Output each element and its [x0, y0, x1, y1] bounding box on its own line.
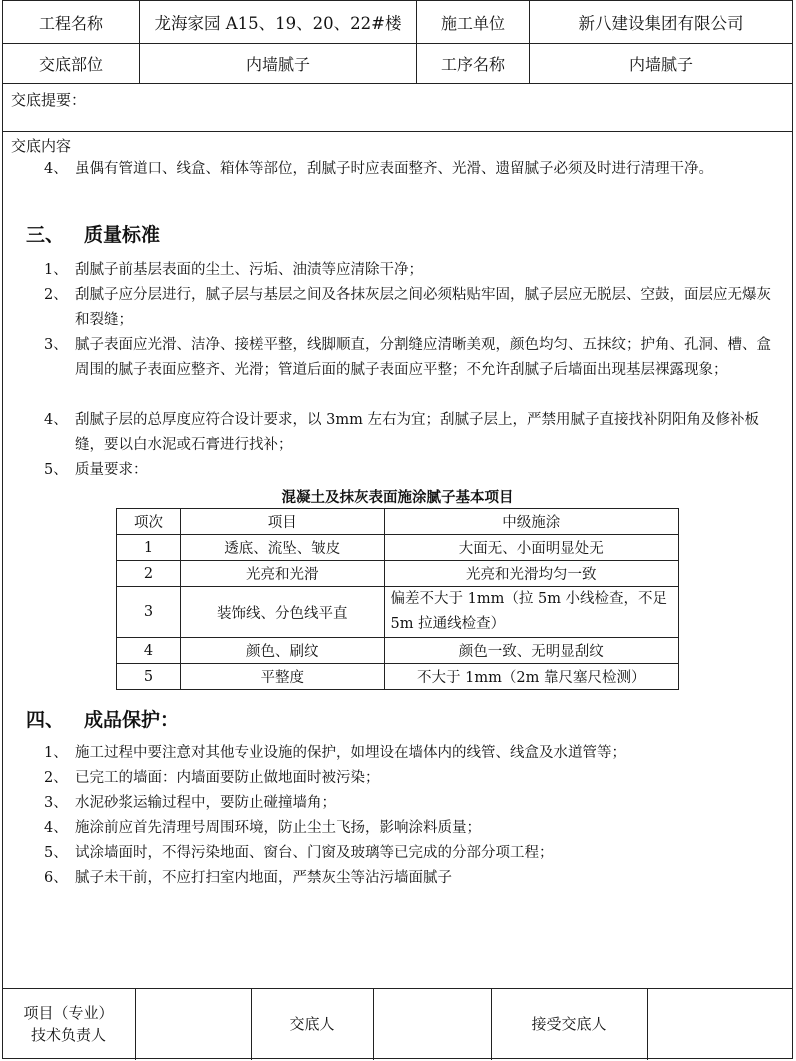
protection-item	[44, 741, 784, 766]
row-item: 透底、流坠、皱皮	[180, 535, 384, 561]
row-number: 3	[117, 587, 181, 638]
item-number: 3、	[44, 337, 68, 353]
row-grade: 颜色一致、无明显刮纹	[384, 638, 678, 664]
table-row	[117, 587, 679, 638]
part-value: 内墙腻子	[245, 55, 310, 74]
item-text: 施涂前应首先清理号周围环境，防止尘土飞扬，影响涂料质量；	[75, 820, 481, 836]
protection-item	[44, 791, 784, 816]
column-header: 项次	[117, 509, 181, 535]
discloser-label: 交底人	[289, 1015, 335, 1033]
header-bottom-divider	[3, 83, 792, 84]
section-heading-quality	[26, 220, 160, 247]
item-number: 3、	[44, 795, 68, 811]
content-item	[44, 157, 784, 182]
row-grade: 偏差不大于 1mm（拉 5m 小线检查，不足 5m 拉通线检查）	[384, 587, 678, 638]
tech-lead-line2: 技术负责人	[30, 1025, 106, 1044]
item-text: 施工过程中要注意对其他专业设施的保护，如埋设在墙体内的线管、线盒及水道管等；	[75, 745, 626, 761]
item-number: 1、	[44, 745, 68, 761]
protection-item	[44, 766, 784, 791]
protection-item	[44, 841, 784, 866]
tech-lead-line1: 项目（专业）	[23, 1003, 114, 1022]
item-text: 刮腻子应分层进行，腻子层与基层之间及各抹灰层之间必须粘贴牢固，腻子层应无脱层、空鼓，面层应无爆灰和裂缝；	[75, 287, 771, 328]
quality-item	[44, 408, 784, 458]
quality-item	[44, 283, 784, 333]
item-text: 刮腻子层的总厚度应符合设计要求，以 3mm 左右为宜；刮腻子层上，严禁用腻子直接找补阴阳角及修补板缝，要以白水泥或石膏进行找补；	[75, 412, 759, 453]
section-heading-protection	[26, 705, 179, 732]
item-text: 虽偶有管道口、线盒、箱体等部位，刮腻子时应表面整齐、光滑、遗留腻子必须及时进行清理干净。	[75, 161, 713, 177]
section-title: 质量标准	[84, 224, 161, 246]
row-number: 2	[117, 561, 181, 587]
footer-col-divider	[135, 988, 136, 1060]
summary-label: 交底提要：	[11, 91, 87, 109]
protection-item	[44, 816, 784, 841]
tech-lead-label	[3, 988, 134, 1059]
item-text: 水泥砂浆运输过程中，要防止碰撞墙角；	[75, 795, 336, 811]
row-item: 颜色、刷纹	[180, 638, 384, 664]
item-text: 腻子表面应光滑、洁净、接槎平整，线脚顺直，分割缝应清晰美观，颜色均匀、五抹纹；护角、孔洞、槽、盒周围的腻子表面应整齐、光滑；管道后面的腻子表面应平整；不允许刮腻子后墙面出现基层裸露现象；	[75, 337, 771, 378]
item-text: 刮腻子前基层表面的尘土、污垢、油渍等应清除干净；	[75, 262, 423, 278]
project-name-label: 工程名称	[38, 13, 103, 33]
summary-bottom-divider	[3, 131, 792, 132]
row-item: 平整度	[180, 664, 384, 690]
section-title: 成品保护：	[84, 709, 180, 731]
quality-item	[44, 333, 784, 383]
content-label: 交底内容	[11, 137, 72, 155]
protection-item	[44, 866, 784, 891]
process-label: 工序名称	[440, 55, 505, 74]
item-number: 4、	[44, 412, 68, 428]
table-row	[117, 561, 679, 587]
row-number: 5	[117, 664, 181, 690]
row-grade: 光亮和光滑均匀一致	[384, 561, 678, 587]
row-item: 装饰线、分色线平直	[180, 587, 384, 638]
item-number: 5、	[44, 462, 68, 478]
item-number: 2、	[44, 770, 68, 786]
contractor-label: 施工单位	[440, 13, 505, 33]
part-label: 交底部位	[38, 55, 103, 74]
quality-table-caption: 混凝土及抹灰表面施涂腻子基本项目	[281, 489, 514, 506]
row-number: 1	[117, 535, 181, 561]
item-number: 6、	[44, 870, 68, 886]
table-row	[117, 664, 679, 690]
quality-table	[116, 508, 679, 690]
row-grade: 大面无、小面明显处无	[384, 535, 678, 561]
receiver-label: 接受交底人	[531, 1015, 607, 1033]
item-text: 已完工的墙面：内墙面要防止做地面时被污染；	[75, 770, 380, 786]
table-row	[117, 535, 679, 561]
column-header: 中级施涂	[384, 509, 678, 535]
item-text: 试涂墙面时，不得污染地面、窗台、门窗及玻璃等已完成的分部分项工程；	[75, 845, 554, 861]
column-header: 项目	[180, 509, 384, 535]
table-header-row	[117, 509, 679, 535]
item-number: 1、	[44, 262, 68, 278]
contractor-value: 新八建设集团有限公司	[578, 14, 744, 33]
row-item: 光亮和光滑	[180, 561, 384, 587]
item-text: 质量要求：	[75, 462, 148, 478]
footer-col-divider	[373, 988, 374, 1060]
process-value: 内墙腻子	[628, 55, 693, 74]
item-number: 5、	[44, 845, 68, 861]
item-number: 4、	[44, 820, 68, 836]
section-number: 四、	[26, 709, 65, 731]
quality-item	[44, 258, 784, 283]
row-grade: 不大于 1mm（2m 靠尺塞尺检测）	[384, 664, 678, 690]
item-number: 4、	[44, 161, 68, 177]
quality-item	[44, 458, 784, 483]
table-row	[117, 638, 679, 664]
footer-col-divider	[647, 988, 648, 1060]
item-text: 腻子未干前，不应打扫室内地面，严禁灰尘等沾污墙面腻子	[75, 870, 452, 886]
row-number: 4	[117, 638, 181, 664]
section-number: 三、	[26, 224, 65, 246]
project-name-value: 龙海家园 A15、19、20、22#楼	[154, 14, 402, 33]
item-number: 2、	[44, 287, 68, 303]
